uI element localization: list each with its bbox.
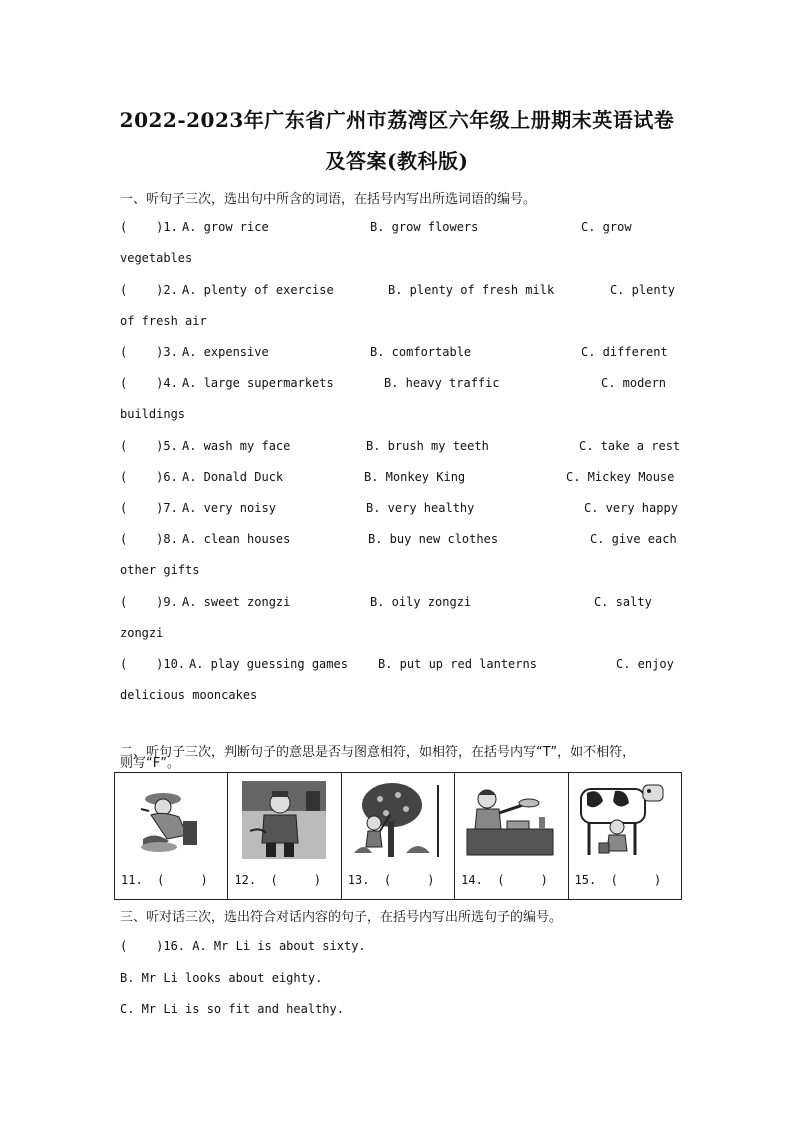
option-c: C. very happy [584, 501, 678, 515]
picture-label-12: 12. ( ) [234, 873, 322, 887]
picture-label-15: 15. ( ) [574, 873, 662, 887]
exam-title-line2: 及答案(教科版) [325, 149, 469, 173]
question-16-option-b: B. Mr Li looks about eighty. [120, 971, 323, 985]
option-c: C. give each [590, 532, 677, 546]
option-c: C. plenty [610, 283, 676, 297]
option-c: C. take a rest [579, 439, 681, 453]
picture-label-14: 14. ( ) [461, 873, 548, 887]
option-c: C. modern [601, 376, 667, 390]
question-3 [120, 345, 680, 361]
question-5 [120, 439, 680, 455]
option-a: A. plenty of exercise [182, 283, 334, 297]
option-c-continued: delicious mooncakes [120, 688, 258, 702]
section2-heading-line2: 则写“F”。 [120, 756, 180, 771]
question-number: ( )10. [120, 657, 186, 671]
option-a: A. wash my face [182, 439, 291, 453]
option-c: C. salty [594, 595, 652, 609]
farmer-planting-icon [123, 781, 219, 859]
question-9 [120, 595, 680, 611]
girl-milking-cow-icon [577, 781, 673, 859]
option-c-continued: other gifts [120, 563, 200, 577]
question-1 [120, 220, 680, 236]
option-b: B. heavy traffic [384, 376, 500, 390]
boy-picking-apples-icon [350, 781, 446, 859]
option-c-continued: of fresh air [120, 314, 207, 328]
option-c: C. Mickey Mouse [566, 470, 675, 484]
option-b: B. very healthy [366, 501, 475, 515]
question-10 [120, 657, 680, 673]
question-number: ( )8. [120, 532, 178, 546]
question-2 [120, 283, 680, 299]
option-a: A. grow rice [182, 220, 269, 234]
question-number: ( )2. [120, 283, 178, 297]
exam-title-line1: 2022-2023年广东省广州市荔湾区六年级上册期末英语试卷 [119, 108, 675, 132]
option-c-continued: zongzi [120, 626, 164, 640]
question-number: ( )4. [120, 376, 178, 390]
picture-label-13: 13. ( ) [347, 873, 435, 887]
question-7 [120, 501, 680, 517]
question-16: ( )16. A. Mr Li is about sixty. [120, 939, 366, 953]
option-b: B. put up red lanterns [378, 657, 537, 671]
question-4 [120, 376, 680, 392]
picture-label-11: 11. ( ) [121, 873, 208, 887]
boy-cooking-icon [463, 781, 559, 859]
option-c: C. different [581, 345, 668, 359]
question-number: ( )3. [120, 345, 178, 359]
section1-heading: 一、听句子三次，选出句中所含的词语，在括号内写出所选词语的编号。 [120, 192, 537, 207]
picture-cell-13 [341, 773, 454, 900]
option-a: A. large supermarkets [182, 376, 334, 390]
picture-cell-15 [568, 773, 681, 900]
picture-table [114, 772, 682, 900]
option-a: A. clean houses [182, 532, 291, 546]
option-b: B. Monkey King [364, 470, 466, 484]
option-c-continued: vegetables [120, 251, 193, 265]
question-8 [120, 532, 680, 548]
question-6 [120, 470, 680, 486]
question-number: ( )1. [120, 220, 178, 234]
picture-cell-12 [228, 773, 341, 900]
option-b: B. brush my teeth [366, 439, 489, 453]
option-a: A. sweet zongzi [182, 595, 291, 609]
option-b: B. grow flowers [370, 220, 479, 234]
picture-cell-11 [115, 773, 228, 900]
question-number: ( )5. [120, 439, 178, 453]
option-c-continued: buildings [120, 407, 186, 421]
man-in-field-icon [236, 781, 332, 859]
question-number: ( )9. [120, 595, 178, 609]
question-16-option-c: C. Mr Li is so fit and healthy. [120, 1002, 344, 1016]
option-c: C. enjoy [616, 657, 674, 671]
section2-heading-line1: 二、听句子三次，判断句子的意思是否与图意相符，如相符，在括号内写“T”，如不相符， [120, 745, 636, 760]
option-b: B. plenty of fresh milk [388, 283, 555, 297]
option-c: C. grow [581, 220, 632, 234]
section3-heading: 三、听对话三次，选出符合对话内容的句子，在括号内写出所选句子的编号。 [120, 910, 563, 925]
option-b: B. oily zongzi [370, 595, 472, 609]
question-number: ( )7. [120, 501, 178, 515]
picture-cell-14 [455, 773, 568, 900]
option-a: A. play guessing games [189, 657, 348, 671]
option-a: A. very noisy [182, 501, 276, 515]
option-a: A. expensive [182, 345, 269, 359]
option-a: A. Donald Duck [182, 470, 284, 484]
option-b: B. buy new clothes [368, 532, 499, 546]
question-number: ( )6. [120, 470, 178, 484]
option-b: B. comfortable [370, 345, 472, 359]
